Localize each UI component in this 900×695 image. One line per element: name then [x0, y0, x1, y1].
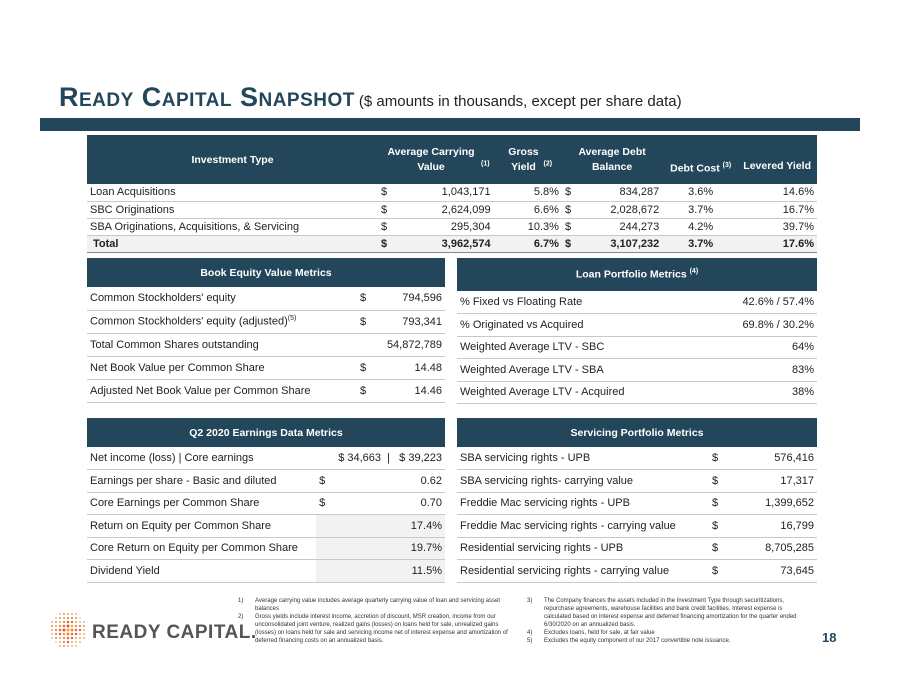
metric-label: Core Earnings per Common Share [87, 492, 316, 515]
table-row [87, 287, 445, 310]
row-levered-yield: 16.7% [739, 201, 817, 218]
metric-label: Net Book Value per Common Share [87, 356, 357, 379]
metric-currency: $ [316, 492, 335, 515]
metric-label: Freddie Mac servicing rights - carrying value [457, 515, 709, 538]
table-row [87, 470, 445, 493]
header-avg-carrying-text: Average Carrying Value [387, 145, 475, 173]
metric-currency [316, 515, 335, 538]
total-type: Total [87, 235, 378, 252]
metric-value: 0.62 [335, 470, 445, 493]
q2-earnings-table [87, 418, 445, 583]
metric-label: Common Stockholders' equity [87, 287, 357, 310]
total-avg-debt: 3,107,232 [576, 235, 662, 252]
metric-currency [316, 447, 335, 470]
metric-value: 16,799 [739, 515, 817, 538]
metric-label: Residential servicing rights - carrying value [457, 560, 709, 583]
footnote [238, 613, 510, 645]
header-gross-yield [494, 135, 562, 184]
header-avg-debt [562, 135, 662, 184]
metric-currency: $ [709, 515, 739, 538]
metric-label [87, 310, 357, 333]
header-investment-type: Investment Type [87, 135, 378, 184]
row-gross-yield: 5.8% [494, 184, 562, 201]
book-equity-table [87, 258, 445, 403]
metric-label: SBA servicing rights - UPB [457, 447, 709, 470]
metric-currency: $ [709, 560, 739, 583]
metric-label: Net income (loss) | Core earnings [87, 447, 316, 470]
header-debt-cost [662, 135, 739, 184]
header-avg-carrying-note: (1) [481, 160, 490, 167]
table-row [457, 359, 817, 382]
metric-label: % Fixed vs Floating Rate [457, 291, 697, 314]
table-row [87, 515, 445, 538]
metric-value: 14.46 [377, 379, 445, 402]
metric-label: Total Common Shares outstanding [87, 333, 357, 356]
footnote [527, 597, 807, 629]
footnote-text: Excludes the equity component of our 2017 convertible note issuance. [544, 638, 731, 644]
page-title-subtitle: ($ amounts in thousands, except per share data) [358, 93, 682, 110]
row-gross-yield: 6.6% [494, 201, 562, 218]
footnote-text: The Company finances the assets included in the Investment Type through securitizations, repurchase agreements, warehouse facilities and bank credit facilities. Interest expense is calculated based on interest expense and deferred financing amortization for the quarter ended 6/30/2020 on an annualized basis. [544, 598, 797, 628]
metric-value: $ 34,663 | $ 39,223 [335, 447, 445, 470]
metric-currency: $ [357, 356, 377, 379]
metric-value: 1,399,652 [739, 492, 817, 515]
metric-value: 83% [697, 359, 817, 382]
loan-portfolio-header-text: Loan Portfolio Metrics [575, 268, 687, 281]
metric-label: Earnings per share - Basic and diluted [87, 470, 316, 493]
table-row [87, 537, 445, 560]
metric-label-note: (5) [287, 315, 297, 323]
table-row [87, 379, 445, 402]
metric-value: 8,705,285 [739, 537, 817, 560]
table-row [457, 314, 817, 337]
row-currency: $ [378, 218, 394, 235]
total-avg-carrying: 3,962,574 [394, 235, 494, 252]
metric-label: Weighted Average LTV - Acquired [457, 381, 697, 404]
metric-value: 793,341 [377, 310, 445, 333]
footnote-number: 3) [527, 598, 533, 604]
footnote-number: 1) [238, 598, 244, 604]
row-currency: $ [562, 184, 576, 201]
row-avg-debt: 2,028,672 [576, 201, 662, 218]
metric-label: Dividend Yield [87, 560, 316, 583]
table-row [87, 560, 445, 583]
metric-value: 0.70 [335, 492, 445, 515]
page-number: 18 [822, 630, 837, 645]
total-gross-yield: 6.7% [494, 235, 562, 252]
metric-currency: $ [709, 447, 739, 470]
footnotes-left [238, 597, 510, 645]
header-levered-yield: Levered Yield [739, 135, 817, 184]
loan-portfolio-table [457, 258, 817, 404]
header-avg-debt-text: Average Debt Balance [578, 145, 646, 173]
metric-value: 17,317 [739, 470, 817, 493]
metric-currency: $ [709, 537, 739, 560]
table-row [87, 447, 445, 470]
row-type: Loan Acquisitions [87, 184, 378, 201]
metric-value: 54,872,789 [377, 333, 445, 356]
table-row [87, 184, 817, 201]
page-title [59, 82, 682, 113]
metric-label-text: Common Stockholders' equity (adjusted) [90, 315, 288, 328]
metric-label: Adjusted Net Book Value per Common Share [87, 379, 357, 402]
metric-currency: $ [709, 492, 739, 515]
total-currency: $ [378, 235, 394, 252]
table-row [457, 515, 817, 538]
metric-label: % Originated vs Acquired [457, 314, 697, 337]
row-debt-cost: 4.2% [662, 218, 739, 235]
footnotes-right [527, 597, 807, 645]
metric-label: Return on Equity per Common Share [87, 515, 316, 538]
footnote [527, 637, 807, 645]
q2-earnings-header: Q2 2020 Earnings Data Metrics [87, 418, 445, 447]
metric-value: 19.7% [335, 537, 445, 560]
metric-label: Weighted Average LTV - SBA [457, 359, 697, 382]
metric-currency: $ [357, 379, 377, 402]
footnote [527, 629, 807, 637]
table-row [457, 291, 817, 314]
metric-value: 42.6% / 57.4% [697, 291, 817, 314]
loan-portfolio-header-note: (4) [689, 268, 699, 276]
header-gross-yield-note: (2) [543, 160, 553, 167]
row-gross-yield: 10.3% [494, 218, 562, 235]
footnote-text: Excludes loans, held for sale, at fair value [544, 630, 655, 636]
row-avg-debt: 244,273 [576, 218, 662, 235]
footnote [238, 597, 510, 613]
metric-label: SBA servicing rights- carrying value [457, 470, 709, 493]
metric-currency: $ [357, 310, 377, 333]
metric-currency: $ [316, 470, 335, 493]
investment-table [87, 135, 817, 253]
metric-label: Core Return on Equity per Common Share [87, 537, 316, 560]
total-levered-yield: 17.6% [739, 235, 817, 252]
metric-value: 38% [697, 381, 817, 404]
metric-currency [357, 333, 377, 356]
row-currency: $ [378, 184, 394, 201]
header-debt-cost-text: Debt Cost [670, 162, 720, 174]
metric-label: Weighted Average LTV - SBC [457, 336, 697, 359]
loan-portfolio-header [457, 258, 817, 291]
row-levered-yield: 39.7% [739, 218, 817, 235]
table-row [457, 447, 817, 470]
metric-value: 17.4% [335, 515, 445, 538]
metric-value: 576,416 [739, 447, 817, 470]
table-row [87, 492, 445, 515]
metric-currency: $ [357, 287, 377, 310]
metric-value: 73,645 [739, 560, 817, 583]
metric-label: Residential servicing rights - UPB [457, 537, 709, 560]
table-row [87, 218, 817, 235]
footnote-number: 4) [527, 630, 533, 636]
row-currency: $ [562, 201, 576, 218]
row-avg-carrying: 1,043,171 [394, 184, 494, 201]
footnote-number: 5) [527, 638, 533, 644]
metric-currency [316, 537, 335, 560]
metric-currency: $ [709, 470, 739, 493]
row-type: SBC Originations [87, 201, 378, 218]
total-debt-cost: 3.7% [662, 235, 739, 252]
metric-value: 69.8% / 30.2% [697, 314, 817, 337]
header-debt-cost-note: (3) [722, 161, 732, 169]
row-type: SBA Originations, Acquisitions, & Servicing [87, 218, 378, 235]
table-row [457, 560, 817, 583]
table-row [457, 537, 817, 560]
header-avg-carrying [378, 135, 494, 184]
servicing-header: Servicing Portfolio Metrics [457, 418, 817, 447]
row-avg-debt: 834,287 [576, 184, 662, 201]
metric-value: 794,596 [377, 287, 445, 310]
footnote-number: 2) [238, 614, 244, 620]
table-row [87, 333, 445, 356]
servicing-portfolio-table [457, 418, 817, 583]
table-row [87, 310, 445, 333]
table-row [457, 492, 817, 515]
row-avg-carrying: 2,624,099 [394, 201, 494, 218]
metric-currency [316, 560, 335, 583]
row-debt-cost: 3.6% [662, 184, 739, 201]
metric-value: 11.5% [335, 560, 445, 583]
page-title-main: Ready Capital Snapshot [59, 82, 355, 112]
table-row [87, 201, 817, 218]
table-row [457, 381, 817, 404]
header-gross-yield-text: Gross Yield [508, 145, 539, 173]
row-levered-yield: 14.6% [739, 184, 817, 201]
table-row [457, 470, 817, 493]
row-avg-carrying: 295,304 [394, 218, 494, 235]
row-currency: $ [378, 201, 394, 218]
metric-label: Freddie Mac servicing rights - UPB [457, 492, 709, 515]
total-currency: $ [562, 235, 576, 252]
investment-table-header [87, 135, 817, 184]
metric-value: 14.48 [377, 356, 445, 379]
metric-value: 64% [697, 336, 817, 359]
footnote-text: Average carrying value includes average quarterly carrying value of loan and servicing asset balances [255, 598, 501, 612]
book-equity-header: Book Equity Value Metrics [87, 258, 445, 287]
row-currency: $ [562, 218, 576, 235]
table-row [87, 356, 445, 379]
footnote-text: Gross yields include interest income, accretion of discount, MSR creation, income from our unconsolidated joint venture, realized gains (losses) on loans held for sale, unrealized gains (losses) on loans held for sale and servicing income net of interest expense and amortization of deferred financing costs on an annualized basis. [255, 614, 508, 644]
row-debt-cost: 3.7% [662, 201, 739, 218]
title-divider-bar [40, 118, 860, 131]
logo-text: READY CAPITAL. [92, 622, 257, 643]
table-row [457, 336, 817, 359]
total-row [87, 235, 817, 252]
